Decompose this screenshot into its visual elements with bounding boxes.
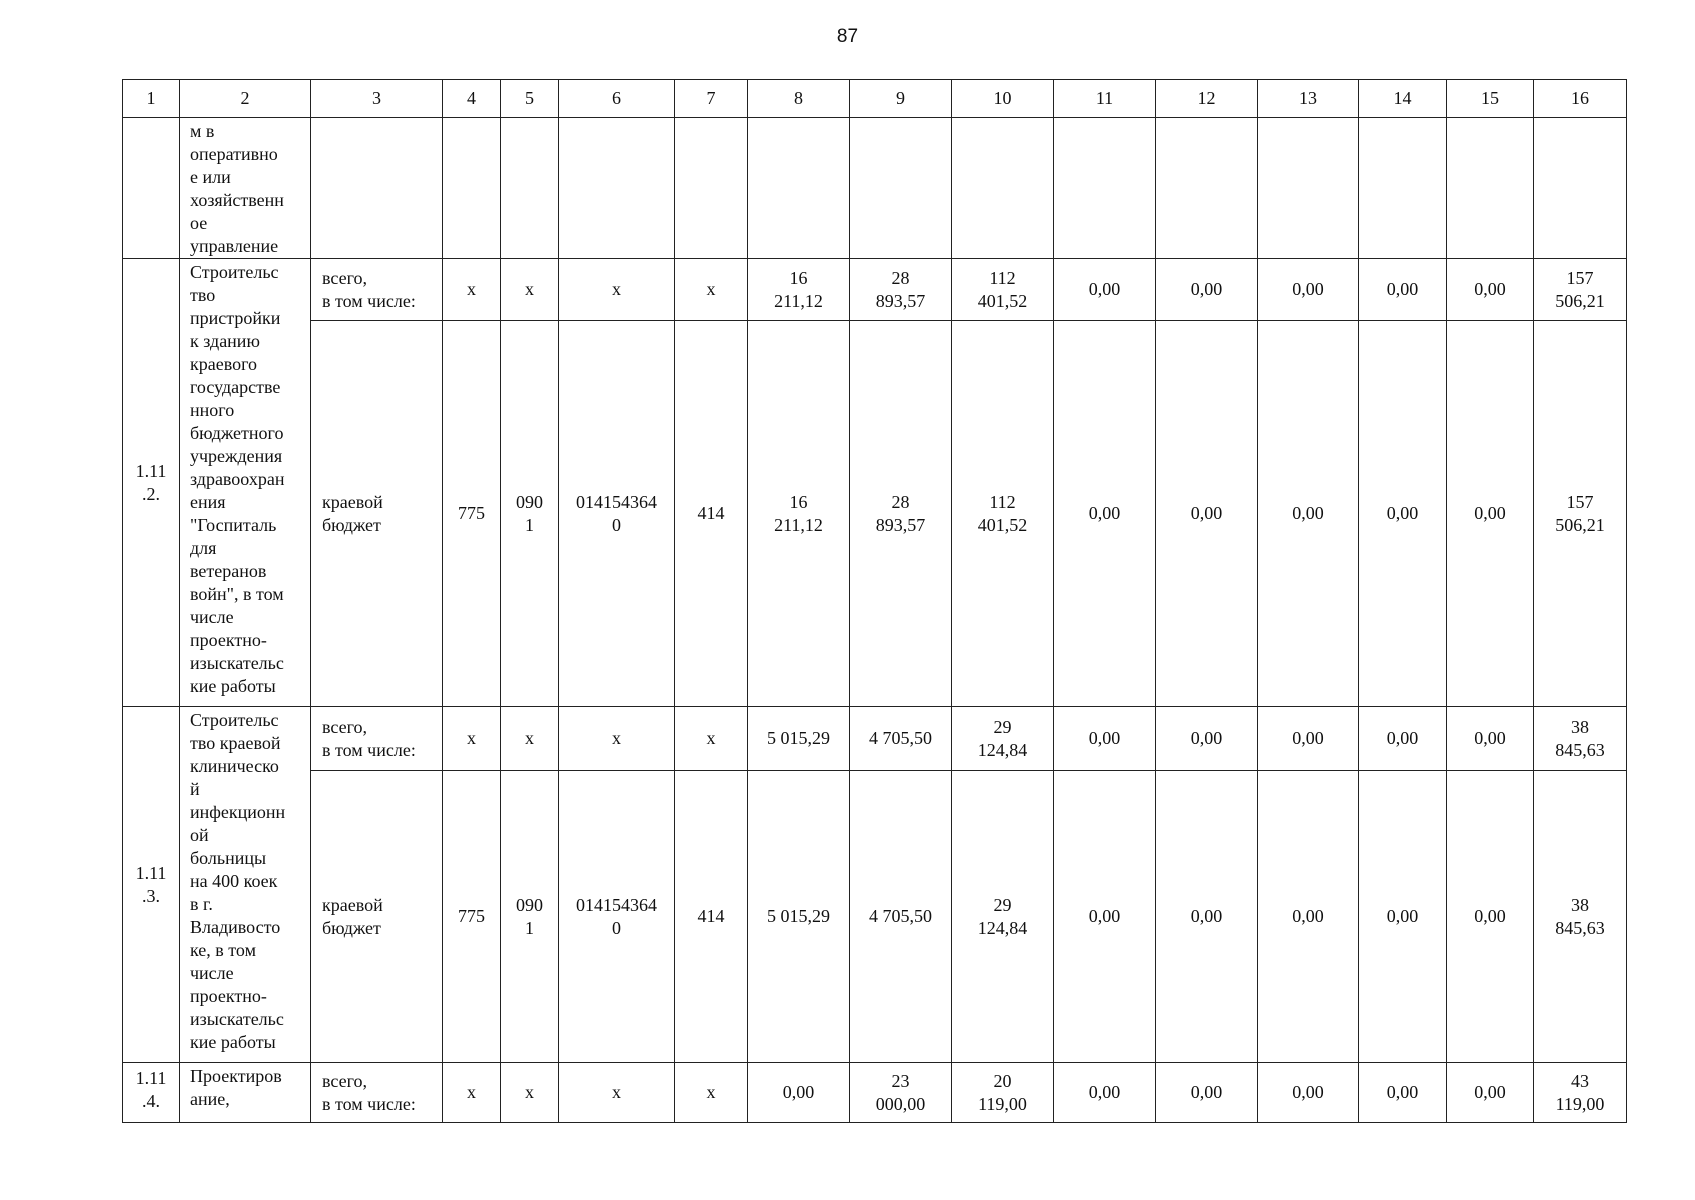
name-line: оперативно [190,144,278,164]
value-c16-line: 119,00 [1555,1093,1605,1114]
item-name-line: пристройки [190,308,281,328]
value-c10-line: 20 [993,1070,1012,1091]
value-cell-c11: 0,00 [1054,321,1156,707]
item-number-line: 1.11 [135,460,167,481]
value-c6-line: 014154364 [576,894,657,915]
column-number: 12 [1156,80,1258,118]
value-c6-line: 0 [612,917,621,938]
empty-cell [1156,118,1258,259]
item-name-line: изыскательс [190,1009,284,1029]
item-name-line: войн", в том [190,584,284,604]
value-c10-line: 401,52 [977,514,1028,535]
name-line: управление [190,236,279,256]
item-name-cell [180,1063,311,1123]
value-c8-line: 0,00 [782,1082,815,1102]
empty-cell [1054,118,1156,259]
item-name-line: ке, в том [190,940,256,960]
value-cell-c10 [952,1063,1054,1123]
item-number-cell [123,259,180,707]
funding-source-line: бюджет [322,917,381,938]
value-cell-c10 [952,771,1054,1063]
funding-source-line: краевой [322,491,383,512]
value-cell-c13: 0,00 [1258,321,1359,707]
funding-source-line: всего, [322,267,368,288]
value-cell-c12: 0,00 [1156,321,1258,707]
value-cell-c5: х [501,1063,559,1123]
value-cell-c9 [850,771,952,1063]
value-c6-line: х [612,1082,621,1102]
value-cell-c10 [952,259,1054,321]
value-c16-line: 157 [1566,491,1594,512]
value-cell-c4: х [443,707,501,771]
value-cell-c5 [501,321,559,707]
value-cell-c13: 0,00 [1258,1063,1359,1123]
item-name-line: здравоохран [190,469,285,489]
continuation-row [123,118,1627,259]
funding-source-cell [311,321,443,707]
value-c10-line: 112 [989,267,1016,288]
item-name-line: тво краевой [190,733,281,753]
item-number-line: 1.11 [135,1068,167,1088]
column-number: 13 [1258,80,1359,118]
column-number: 16 [1534,80,1627,118]
value-cell-c10 [952,321,1054,707]
value-c10-line: 29 [993,894,1012,915]
value-cell-c8 [748,1063,850,1123]
column-number: 5 [501,80,559,118]
empty-cell [1359,118,1447,259]
value-c9-line: 28 [891,491,910,512]
column-number: 10 [952,80,1054,118]
value-cell-c7: х [675,259,748,321]
funding-source-cell [311,1063,443,1123]
name-line: м в [190,121,215,141]
value-c8-line: 211,12 [774,514,823,535]
empty-cell [559,118,675,259]
value-c8-line: 16 [789,267,808,288]
value-cell-c11: 0,00 [1054,707,1156,771]
value-cell-c15: 0,00 [1447,1063,1534,1123]
item-name-line: для [190,538,217,558]
item-name-line: проектно- [190,630,267,650]
value-cell-c12: 0,00 [1156,1063,1258,1123]
item-name-line: ание, [190,1089,230,1109]
value-cell-c8 [748,321,850,707]
item-name-line: в г. [190,894,213,914]
value-cell-c14: 0,00 [1359,707,1447,771]
empty-cell [1447,118,1534,259]
value-c6-line: 0 [612,514,621,535]
value-cell-c14: 0,00 [1359,321,1447,707]
value-c5-line: 090 [516,491,543,512]
item-number-line: .4. [142,1091,160,1111]
value-cell-c6 [559,707,675,771]
column-number: 9 [850,80,952,118]
value-cell-c5 [501,771,559,1063]
value-cell-c15: 0,00 [1447,707,1534,771]
value-c6-line: х [612,728,621,748]
page-number: 87 [836,26,859,47]
column-number: 2 [180,80,311,118]
number-cell [123,118,180,259]
empty-cell [443,118,501,259]
empty-cell [1534,118,1627,259]
value-cell-c7: 414 [675,321,748,707]
table-row [123,1063,1627,1123]
item-name-line: к зданию [190,331,260,351]
value-cell-c4: 775 [443,321,501,707]
item-name-line: Проектиров [190,1066,282,1086]
item-name-line: кие работы [190,676,276,696]
value-c6-line: х [612,279,621,299]
value-cell-c9 [850,259,952,321]
item-name-line: числе [190,963,234,983]
item-name-line: Владивосто [190,917,281,937]
value-cell-c13: 0,00 [1258,771,1359,1063]
item-name-line: "Госпиталь [190,515,277,535]
name-line: хозяйственн [190,190,284,210]
funding-source-cell [311,707,443,771]
value-c5-line: 1 [525,917,534,938]
item-name-line: на 400 коек [190,871,278,891]
item-number-cell [123,707,180,1063]
value-cell-c13: 0,00 [1258,259,1359,321]
value-cell-c14: 0,00 [1359,1063,1447,1123]
value-c8-line: 211,12 [774,290,823,311]
value-c9-line: 000,00 [875,1093,926,1114]
value-cell-c15: 0,00 [1447,259,1534,321]
value-cell-c8 [748,259,850,321]
value-c10-line: 112 [989,491,1016,512]
empty-cell [1258,118,1359,259]
empty-cell [501,118,559,259]
value-c9-line: 893,57 [875,290,926,311]
value-c16-line: 506,21 [1555,290,1605,311]
value-cell-c16 [1534,259,1627,321]
value-c6-line: 014154364 [576,491,657,512]
item-name-line: нного [190,400,235,420]
column-number: 14 [1359,80,1447,118]
item-name-line: государстве [190,377,281,397]
value-cell-c16 [1534,321,1627,707]
value-c9-line: 4 705,50 [869,906,932,926]
funding-source-line: в том числе: [322,739,416,760]
column-number: 6 [559,80,675,118]
item-name-line: изыскательс [190,653,284,673]
value-cell-c13: 0,00 [1258,707,1359,771]
value-cell-c6 [559,771,675,1063]
value-cell-c9 [850,707,952,771]
item-name-line: ения [190,492,226,512]
item-name-line: бюджетного [190,423,284,443]
value-cell-c11: 0,00 [1054,1063,1156,1123]
item-name-line: Строительс [190,710,279,730]
item-number-line: 1.11 [135,862,167,883]
value-c8-line: 5 015,29 [767,906,830,926]
value-c8-line: 16 [789,491,808,512]
column-number: 8 [748,80,850,118]
column-number: 11 [1054,80,1156,118]
item-name-line: клиническо [190,756,279,776]
item-name-line: проектно- [190,986,267,1006]
value-cell-c7: х [675,1063,748,1123]
value-c9-line: 23 [891,1070,910,1091]
item-name-cell [180,707,311,1063]
funding-source-line: в том числе: [322,1093,416,1114]
empty-cell [311,118,443,259]
value-cell-c15: 0,00 [1447,771,1534,1063]
value-cell-c14: 0,00 [1359,771,1447,1063]
name-line: ое [190,213,208,233]
value-cell-c6 [559,321,675,707]
value-cell-c4: х [443,259,501,321]
funding-source-line: всего, [322,1070,368,1091]
value-c5-line: 1 [525,514,534,535]
item-name-line: й [190,779,200,799]
value-c8-line: 5 015,29 [767,728,830,748]
budget-table [122,79,1627,1123]
value-c9-line: 4 705,50 [869,728,932,748]
column-number: 7 [675,80,748,118]
empty-cell [850,118,952,259]
value-c16-line: 38 [1571,716,1589,737]
item-name-line: числе [190,607,234,627]
column-number: 1 [123,80,180,118]
table-row [123,321,1627,707]
funding-source-cell [311,771,443,1063]
value-c10-line: 124,84 [977,739,1028,760]
value-c16-line: 506,21 [1555,514,1605,535]
table-row [123,771,1627,1063]
value-c16-line: 38 [1571,894,1589,915]
value-cell-c5: х [501,259,559,321]
item-name-line: Строительс [190,262,279,282]
item-name-line: больницы [190,848,267,868]
value-c16-line: 845,63 [1555,917,1605,938]
funding-source-line: всего, [322,716,368,737]
empty-cell [748,118,850,259]
item-name-line: краевого [190,354,258,374]
value-cell-c4: х [443,1063,501,1123]
value-cell-c4: 775 [443,771,501,1063]
item-name-line: тво [190,285,216,305]
value-c16-line: 157 [1566,267,1594,288]
value-c9-line: 28 [891,267,910,288]
column-number-row [123,80,1627,118]
name-cell [180,118,311,259]
column-number: 4 [443,80,501,118]
funding-source-cell [311,259,443,321]
value-cell-c9 [850,1063,952,1123]
value-c16-line: 43 [1571,1070,1589,1091]
item-name-line: учреждения [190,446,283,466]
table-row [123,259,1627,321]
value-c10-line: 401,52 [977,290,1028,311]
value-cell-c14: 0,00 [1359,259,1447,321]
funding-source-line: в том числе: [322,290,416,311]
item-number-line: .2. [142,483,160,504]
value-cell-c12: 0,00 [1156,259,1258,321]
value-c10-line: 124,84 [977,917,1028,938]
value-cell-c7: х [675,707,748,771]
value-cell-c7: 414 [675,771,748,1063]
value-cell-c16 [1534,771,1627,1063]
value-cell-c5: х [501,707,559,771]
value-cell-c6 [559,1063,675,1123]
value-c5-line: 090 [516,894,543,915]
item-name-line: ветеранов [190,561,267,581]
value-cell-c16 [1534,707,1627,771]
item-name-cell [180,259,311,707]
value-cell-c6 [559,259,675,321]
table-body [123,80,1627,1123]
empty-cell [952,118,1054,259]
name-line: е или [190,167,231,187]
item-number-cell [123,1063,180,1123]
value-c10-line: 29 [993,716,1012,737]
value-c10-line: 119,00 [978,1093,1027,1114]
value-cell-c8 [748,771,850,1063]
value-cell-c9 [850,321,952,707]
funding-source-line: бюджет [322,514,381,535]
column-number: 3 [311,80,443,118]
item-number-line: .3. [142,885,160,906]
item-name-line: ой [190,825,209,845]
empty-cell [675,118,748,259]
value-c16-line: 845,63 [1555,739,1605,760]
item-name-line: кие работы [190,1032,276,1052]
value-cell-c16 [1534,1063,1627,1123]
item-name-line: инфекционн [190,802,286,822]
value-cell-c10 [952,707,1054,771]
column-number: 15 [1447,80,1534,118]
value-cell-c11: 0,00 [1054,771,1156,1063]
value-cell-c12: 0,00 [1156,707,1258,771]
value-cell-c15: 0,00 [1447,321,1534,707]
value-cell-c8 [748,707,850,771]
table-row [123,707,1627,771]
value-cell-c11: 0,00 [1054,259,1156,321]
value-cell-c12: 0,00 [1156,771,1258,1063]
value-c9-line: 893,57 [875,514,926,535]
funding-source-line: краевой [322,894,383,915]
